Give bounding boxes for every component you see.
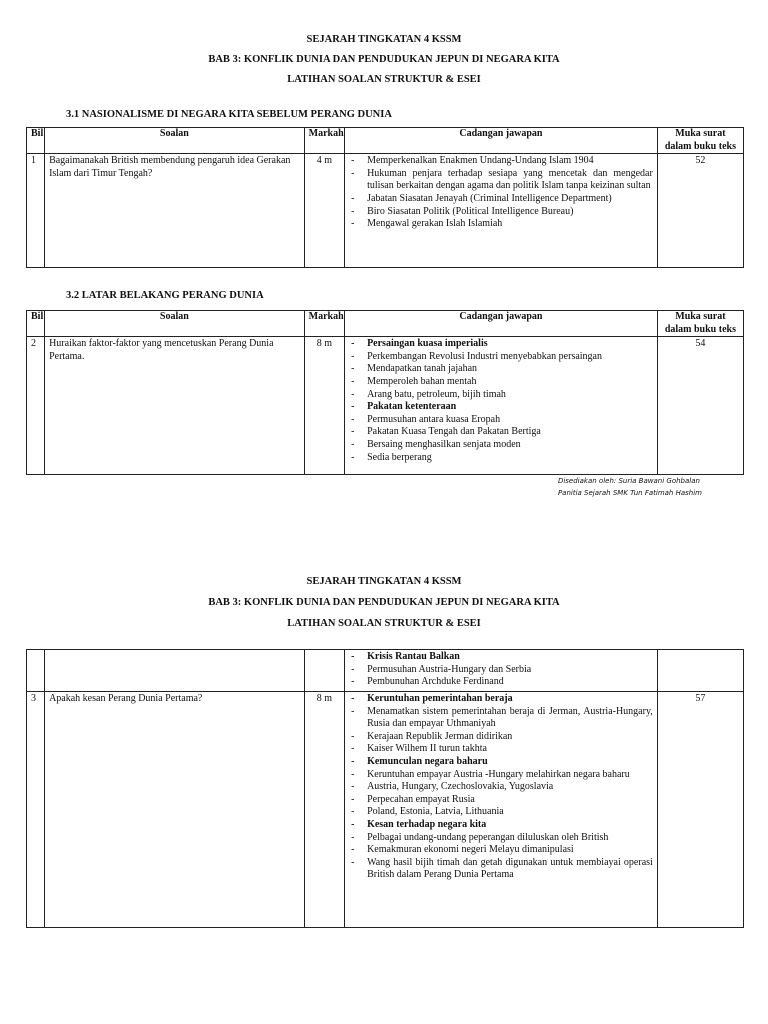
row-jawapan	[345, 692, 658, 928]
exercise-subtitle-2: LATIHAN SOALAN STRUKTUR & ESEI	[287, 618, 481, 629]
answer-item: - Arang batu, petroleum, bijih timah	[349, 389, 653, 402]
answer-item: - Menamatkan sistem pemerintahan beraja di Jerman, Austria-Hungary, Rusia dan empayar Uthmaniyah	[349, 706, 653, 731]
col-bil: Bil	[27, 128, 45, 154]
answer-item: - Perkembangan Revolusi Industri menyebabkan persaingan	[349, 351, 653, 364]
row-jawapan	[345, 337, 658, 475]
answer-heading: - Pakatan ketenteraan	[349, 401, 653, 414]
row-markah: 8 m	[304, 337, 344, 475]
row-muka-surat: 54	[657, 337, 743, 475]
answer-item: - Keruntuhan empayar Austria -Hungary melahirkan negara baharu	[349, 769, 653, 782]
answer-item: - Poland, Estonia, Latvia, Lithuania	[349, 806, 653, 819]
answer-item: - Memperoleh bahan mentah	[349, 376, 653, 389]
section-title-3-1: 3.1 NASIONALISME DI NEGARA KITA SEBELUM PERANG DUNIA	[66, 109, 392, 120]
answer-item: - Mengawal gerakan Islah Islamiah	[349, 218, 653, 231]
page-title-2: SEJARAH TINGKATAN 4 KSSM	[306, 576, 462, 587]
row-muka-surat	[657, 650, 743, 692]
section-title-3-2: 3.2 LATAR BELAKANG PERANG DUNIA	[66, 290, 264, 301]
col-muka-surat-line1: Muka surat	[675, 311, 726, 322]
row-markah: 4 m	[304, 154, 344, 268]
col-markah: Markah	[304, 128, 344, 154]
answer-item: - Kemakmuran ekonomi negeri Melayu dimanipulasi	[349, 844, 653, 857]
col-soalan: Soalan	[45, 311, 305, 337]
answer-item: - Pakatan Kuasa Tengah dan Pakatan Bertiga	[349, 426, 653, 439]
row-soalan: Apakah kesan Perang Dunia Pertama?	[45, 692, 305, 928]
answer-heading: - Krisis Rantau Balkan	[349, 651, 653, 664]
table-row-continuation	[27, 650, 744, 692]
col-muka-surat	[657, 128, 743, 154]
col-soalan: Soalan	[45, 128, 305, 154]
row-markah	[304, 650, 344, 692]
row-soalan: Bagaimanakah British membendung pengaruh idea Gerakan Islam dari Timur Tengah?	[45, 154, 305, 268]
row-bil: 2	[27, 337, 45, 475]
question-table-3	[26, 649, 744, 928]
answer-item: - Bersaing menghasilkan senjata moden	[349, 439, 653, 452]
answer-heading: - Persaingan kuasa imperialis	[349, 338, 653, 351]
row-soalan: Huraikan faktor-faktor yang mencetuskan Perang Dunia Pertama.	[45, 337, 305, 475]
answer-heading: - Kesan terhadap negara kita	[349, 819, 653, 832]
answer-item: - Pembunuhan Archduke Ferdinand	[349, 676, 653, 689]
col-bil: Bil	[27, 311, 45, 337]
col-muka-surat	[657, 311, 743, 337]
col-jawapan: Cadangan jawapan	[345, 311, 658, 337]
row-soalan	[45, 650, 305, 692]
row-bil: 3	[27, 692, 45, 928]
col-jawapan: Cadangan jawapan	[345, 128, 658, 154]
page-title: SEJARAH TINGKATAN 4 KSSM	[306, 34, 462, 45]
row-muka-surat: 52	[657, 154, 743, 268]
exercise-subtitle: LATIHAN SOALAN STRUKTUR & ESEI	[287, 74, 481, 85]
answer-item: - Memperkenalkan Enakmen Undang-Undang Islam 1904	[349, 155, 653, 168]
answer-item: - Hukuman penjara terhadap sesiapa yang mencetak dan mengedar tulisan berkaitan dengan agama dan politik Islam tanpa keizinan sultan	[349, 168, 653, 193]
answer-item: - Wang hasil bijih timah dan getah digunakan untuk membiayai operasi British dalam Perang Dunia Pertama	[349, 857, 653, 882]
row-bil	[27, 650, 45, 692]
answer-item: - Mendapatkan tanah jajahan	[349, 363, 653, 376]
answer-item: - Permusuhan antara kuasa Eropah	[349, 414, 653, 427]
answer-item: - Biro Siasatan Politik (Political Intelligence Bureau)	[349, 206, 653, 219]
row-jawapan	[345, 154, 658, 268]
answer-item: - Pelbagai undang-undang peperangan diluluskan oleh British	[349, 832, 653, 845]
chapter-title-2: BAB 3: KONFLIK DUNIA DAN PENDUDUKAN JEPUN DI NEGARA KITA	[208, 597, 560, 608]
table-row	[27, 337, 744, 475]
table-header-row	[27, 128, 744, 154]
col-markah: Markah	[304, 311, 344, 337]
chapter-title: BAB 3: KONFLIK DUNIA DAN PENDUDUKAN JEPUN DI NEGARA KITA	[208, 54, 560, 65]
answer-item: - Kaiser Wilhem II turun takhta	[349, 743, 653, 756]
answer-heading: - Kemunculan negara baharu	[349, 756, 653, 769]
row-markah: 8 m	[304, 692, 344, 928]
table-row	[27, 154, 744, 268]
row-muka-surat: 57	[657, 692, 743, 928]
answer-heading: - Keruntuhan pemerintahan beraja	[349, 693, 653, 706]
col-muka-surat-line2: dalam buku teks	[664, 323, 736, 335]
row-jawapan	[345, 650, 658, 692]
prepared-by-line1: Disediakan oleh: Suria Bawani Gohbalan	[557, 477, 700, 485]
table-header-row	[27, 311, 744, 337]
col-muka-surat-line2: dalam buku teks	[664, 140, 736, 152]
question-table-2	[26, 310, 744, 475]
row-bil: 1	[27, 154, 45, 268]
answer-item: - Austria, Hungary, Czechoslovakia, Yugoslavia	[349, 781, 653, 794]
answer-item: - Sedia berperang	[349, 452, 653, 465]
question-table-1	[26, 127, 744, 268]
prepared-by-line2: Panitia Sejarah SMK Tun Fatimah Hashim	[557, 488, 702, 497]
col-muka-surat-line1: Muka surat	[675, 128, 726, 139]
answer-item: - Kerajaan Republik Jerman didirikan	[349, 731, 653, 744]
prepared-by-note	[558, 476, 702, 499]
answer-item: - Perpecahan empayat Rusia	[349, 794, 653, 807]
answer-item: - Permusuhan Austria-Hungary dan Serbia	[349, 664, 653, 677]
answer-item: - Jabatan Siasatan Jenayah (Criminal Intelligence Department)	[349, 193, 653, 206]
table-row	[27, 692, 744, 928]
